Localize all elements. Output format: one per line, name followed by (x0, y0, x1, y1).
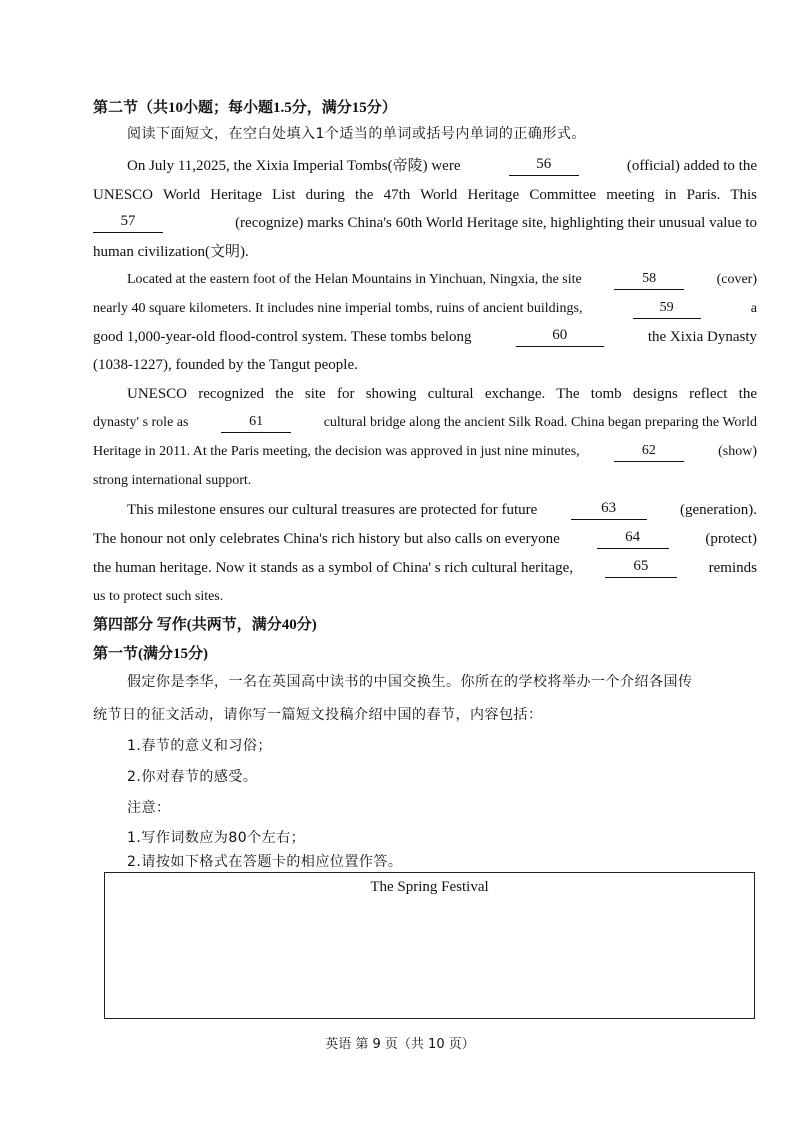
part4-heading: 第四部分 写作(共两节，满分40分) (93, 617, 317, 633)
text: Heritage in 2011. At the Paris meeting, the decision was approved in just nine minutes, (93, 444, 580, 459)
blank-57: 57 (93, 213, 163, 233)
text: the Xixia Dynasty (647, 329, 757, 345)
answer-box (104, 872, 755, 1019)
text: a (750, 301, 757, 316)
prompt-item2: 2.你对春节的感受。 (127, 769, 258, 785)
blank-64: 64 (597, 529, 669, 549)
text: The honour not only celebrates China's rich history but also calls on everyone (93, 531, 560, 547)
text: (recognize) marks China's 60th World Heritage site, highlighting their unusual value to (235, 215, 757, 231)
section2-heading: 第二节（共10小题；每小题1.5分，满分15分） (93, 100, 397, 116)
prompt-item1: 1.春节的意义和习俗； (127, 738, 272, 754)
text: (show) (718, 444, 757, 459)
text: the human heritage. Now it stands as a symbol of China' s rich cultural heritage, (93, 560, 574, 576)
answer-box-title: The Spring Festival (370, 879, 489, 895)
text: (protect) (705, 531, 757, 547)
passage-p2-line4: (1038-1227), founded by the Tangut people. (93, 357, 358, 373)
note-item1: 1.写作词数应为80个左右； (127, 830, 306, 846)
blank-58: 58 (614, 270, 684, 290)
text: reminds (708, 560, 757, 576)
passage-p2-line3 (93, 327, 757, 347)
passage-p3-line2 (93, 413, 757, 433)
passage-p2-line1 (127, 270, 757, 290)
text: cultural bridge along the ancient Silk Road. China began preparing the World (323, 415, 757, 430)
passage-p4-line2 (93, 529, 757, 549)
passage-p3-line4: strong international support. (93, 473, 252, 488)
text: (cover) (716, 272, 757, 287)
text: (generation). (679, 502, 757, 518)
passage-p2-line2 (93, 299, 757, 319)
passage-p3-line3 (93, 442, 757, 462)
text: (official) added to the (626, 158, 757, 174)
page-footer: 英语 第 9 页（共 10 页） (325, 1037, 475, 1052)
passage-p3-line1: UNESCO recognized the site for showing cultural exchange. The tomb designs reflect the (127, 386, 757, 402)
passage-p1-line4: human civilization(文明). (93, 244, 249, 260)
passage-p1-line1 (127, 156, 757, 176)
passage-p4-line3 (93, 558, 757, 578)
section2-instruction: 阅读下面短文，在空白处填入1个适当的单词或括号内单词的正确形式。 (127, 126, 586, 142)
text: dynasty' s role as (93, 415, 189, 430)
blank-56: 56 (509, 156, 579, 176)
blank-59: 59 (633, 299, 701, 319)
blank-63: 63 (571, 500, 647, 520)
text: good 1,000-year-old flood-control system. These tombs belong (93, 329, 472, 345)
text: On July 11,2025, the Xixia Imperial Tombs(帝陵) were (127, 158, 461, 174)
prompt-line2: 统节日的征文活动，请你写一篇短文投稿介绍中国的春节，内容包括： (93, 707, 543, 723)
note-label: 注意： (127, 800, 171, 816)
passage-p4-line1 (127, 500, 757, 520)
blank-62: 62 (614, 442, 684, 462)
blank-61: 61 (221, 413, 291, 433)
passage-p1-line3 (93, 213, 757, 233)
text: This milestone ensures our cultural treasures are protected for future (127, 502, 538, 518)
part4-section1-heading: 第一节(满分15分) (93, 646, 208, 662)
prompt-line1: 假定你是李华，一名在英国高中读书的中国交换生。你所在的学校将举办一个介绍各国传 (127, 674, 693, 690)
passage-p4-line4: us to protect such sites. (93, 589, 224, 604)
note-item2: 2.请按如下格式在答题卡的相应位置作答。 (127, 854, 403, 870)
text: nearly 40 square kilometers. It includes nine imperial tombs, ruins of ancient buildings, (93, 301, 583, 316)
text: Located at the eastern foot of the Helan Mountains in Yinchuan, Ningxia, the site (127, 272, 582, 287)
passage-p1-line2: UNESCO World Heritage List during the 47th World Heritage Committee meeting in Paris. This (93, 187, 757, 203)
blank-60: 60 (516, 327, 604, 347)
blank-65: 65 (605, 558, 677, 578)
